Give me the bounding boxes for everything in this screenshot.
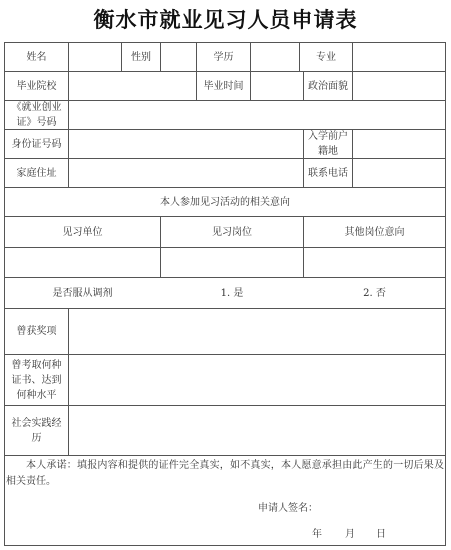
major-field[interactable] — [353, 43, 445, 71]
date-year-label: 年 — [312, 529, 322, 540]
cert-number-field[interactable] — [69, 101, 445, 129]
label-post: 见习岗位 — [212, 226, 252, 238]
address-field[interactable] — [69, 159, 303, 187]
name-field[interactable] — [69, 43, 121, 71]
label-obey: 是否服从调剂 — [52, 287, 113, 299]
label-certs-line3: 何种水平 — [16, 389, 57, 401]
label-id: 身份证号码 — [11, 138, 62, 150]
school-field[interactable] — [69, 72, 196, 100]
label-grad-time: 毕业时间 — [203, 80, 244, 92]
label-cert-number — [5, 101, 68, 129]
gender-field[interactable] — [161, 43, 196, 71]
date-day-label: 日 — [376, 529, 386, 540]
label-hukou-line2: 籍地 — [318, 146, 338, 157]
signature-field[interactable] — [322, 496, 432, 512]
political-field[interactable] — [353, 72, 445, 100]
label-certs-line1: 曾考取何种 — [11, 359, 62, 371]
signature-label: 申请人签名： — [258, 503, 318, 514]
label-honors: 曾获奖项 — [16, 326, 57, 337]
label-education: 学历 — [213, 51, 234, 63]
label-gender: 性别 — [131, 51, 151, 63]
option-no[interactable]: 2. 否 — [363, 287, 386, 299]
label-certificates — [5, 355, 68, 405]
label-hukou-line1: 入学前户 — [308, 131, 348, 142]
honors-field[interactable] — [69, 309, 445, 354]
other-post-field[interactable] — [304, 248, 445, 277]
phone-field[interactable] — [353, 159, 445, 187]
post-field[interactable] — [161, 248, 303, 277]
practice-field[interactable] — [69, 406, 445, 455]
certificates-field[interactable] — [69, 355, 445, 405]
label-other-post: 其他岗位意向 — [344, 226, 405, 238]
label-certs-line2: 证书、达到 — [11, 374, 62, 386]
date-month-label: 月 — [345, 529, 355, 540]
label-school: 毕业院校 — [16, 80, 57, 92]
intent-header: 本人参加见习活动的相关意向 — [160, 196, 290, 208]
hukou-field[interactable] — [353, 130, 445, 158]
label-practice-line1: 社会实践经 — [11, 417, 62, 429]
label-practice — [5, 406, 68, 455]
label-phone: 联系电话 — [308, 167, 348, 179]
grad-time-field[interactable] — [251, 72, 303, 100]
education-field[interactable] — [251, 43, 299, 71]
label-cert-line2: 证》号码 — [16, 117, 57, 128]
option-yes[interactable]: 1. 是 — [220, 287, 244, 299]
label-practice-line2: 历 — [31, 432, 42, 444]
table-border-bottom — [4, 545, 446, 546]
pledge-text: 本人承诺：填报内容和提供的证件完全真实，如不真实，本人愿意承担由此产生的一切后果及相关责任。 — [6, 460, 444, 487]
label-major: 专业 — [316, 51, 336, 63]
label-hukou — [304, 130, 352, 158]
id-field[interactable] — [69, 130, 303, 158]
label-unit: 见习单位 — [62, 226, 103, 238]
unit-field[interactable] — [5, 248, 160, 277]
label-address: 家庭住址 — [16, 167, 57, 179]
label-cert-line1: 《就业创业 — [11, 102, 62, 113]
form-title: 衡水市就业见习人员申请表 — [93, 8, 358, 32]
label-name: 姓名 — [26, 51, 47, 63]
label-political: 政治面貌 — [308, 80, 348, 92]
row-divider — [4, 455, 446, 456]
table-border-right — [445, 42, 446, 546]
